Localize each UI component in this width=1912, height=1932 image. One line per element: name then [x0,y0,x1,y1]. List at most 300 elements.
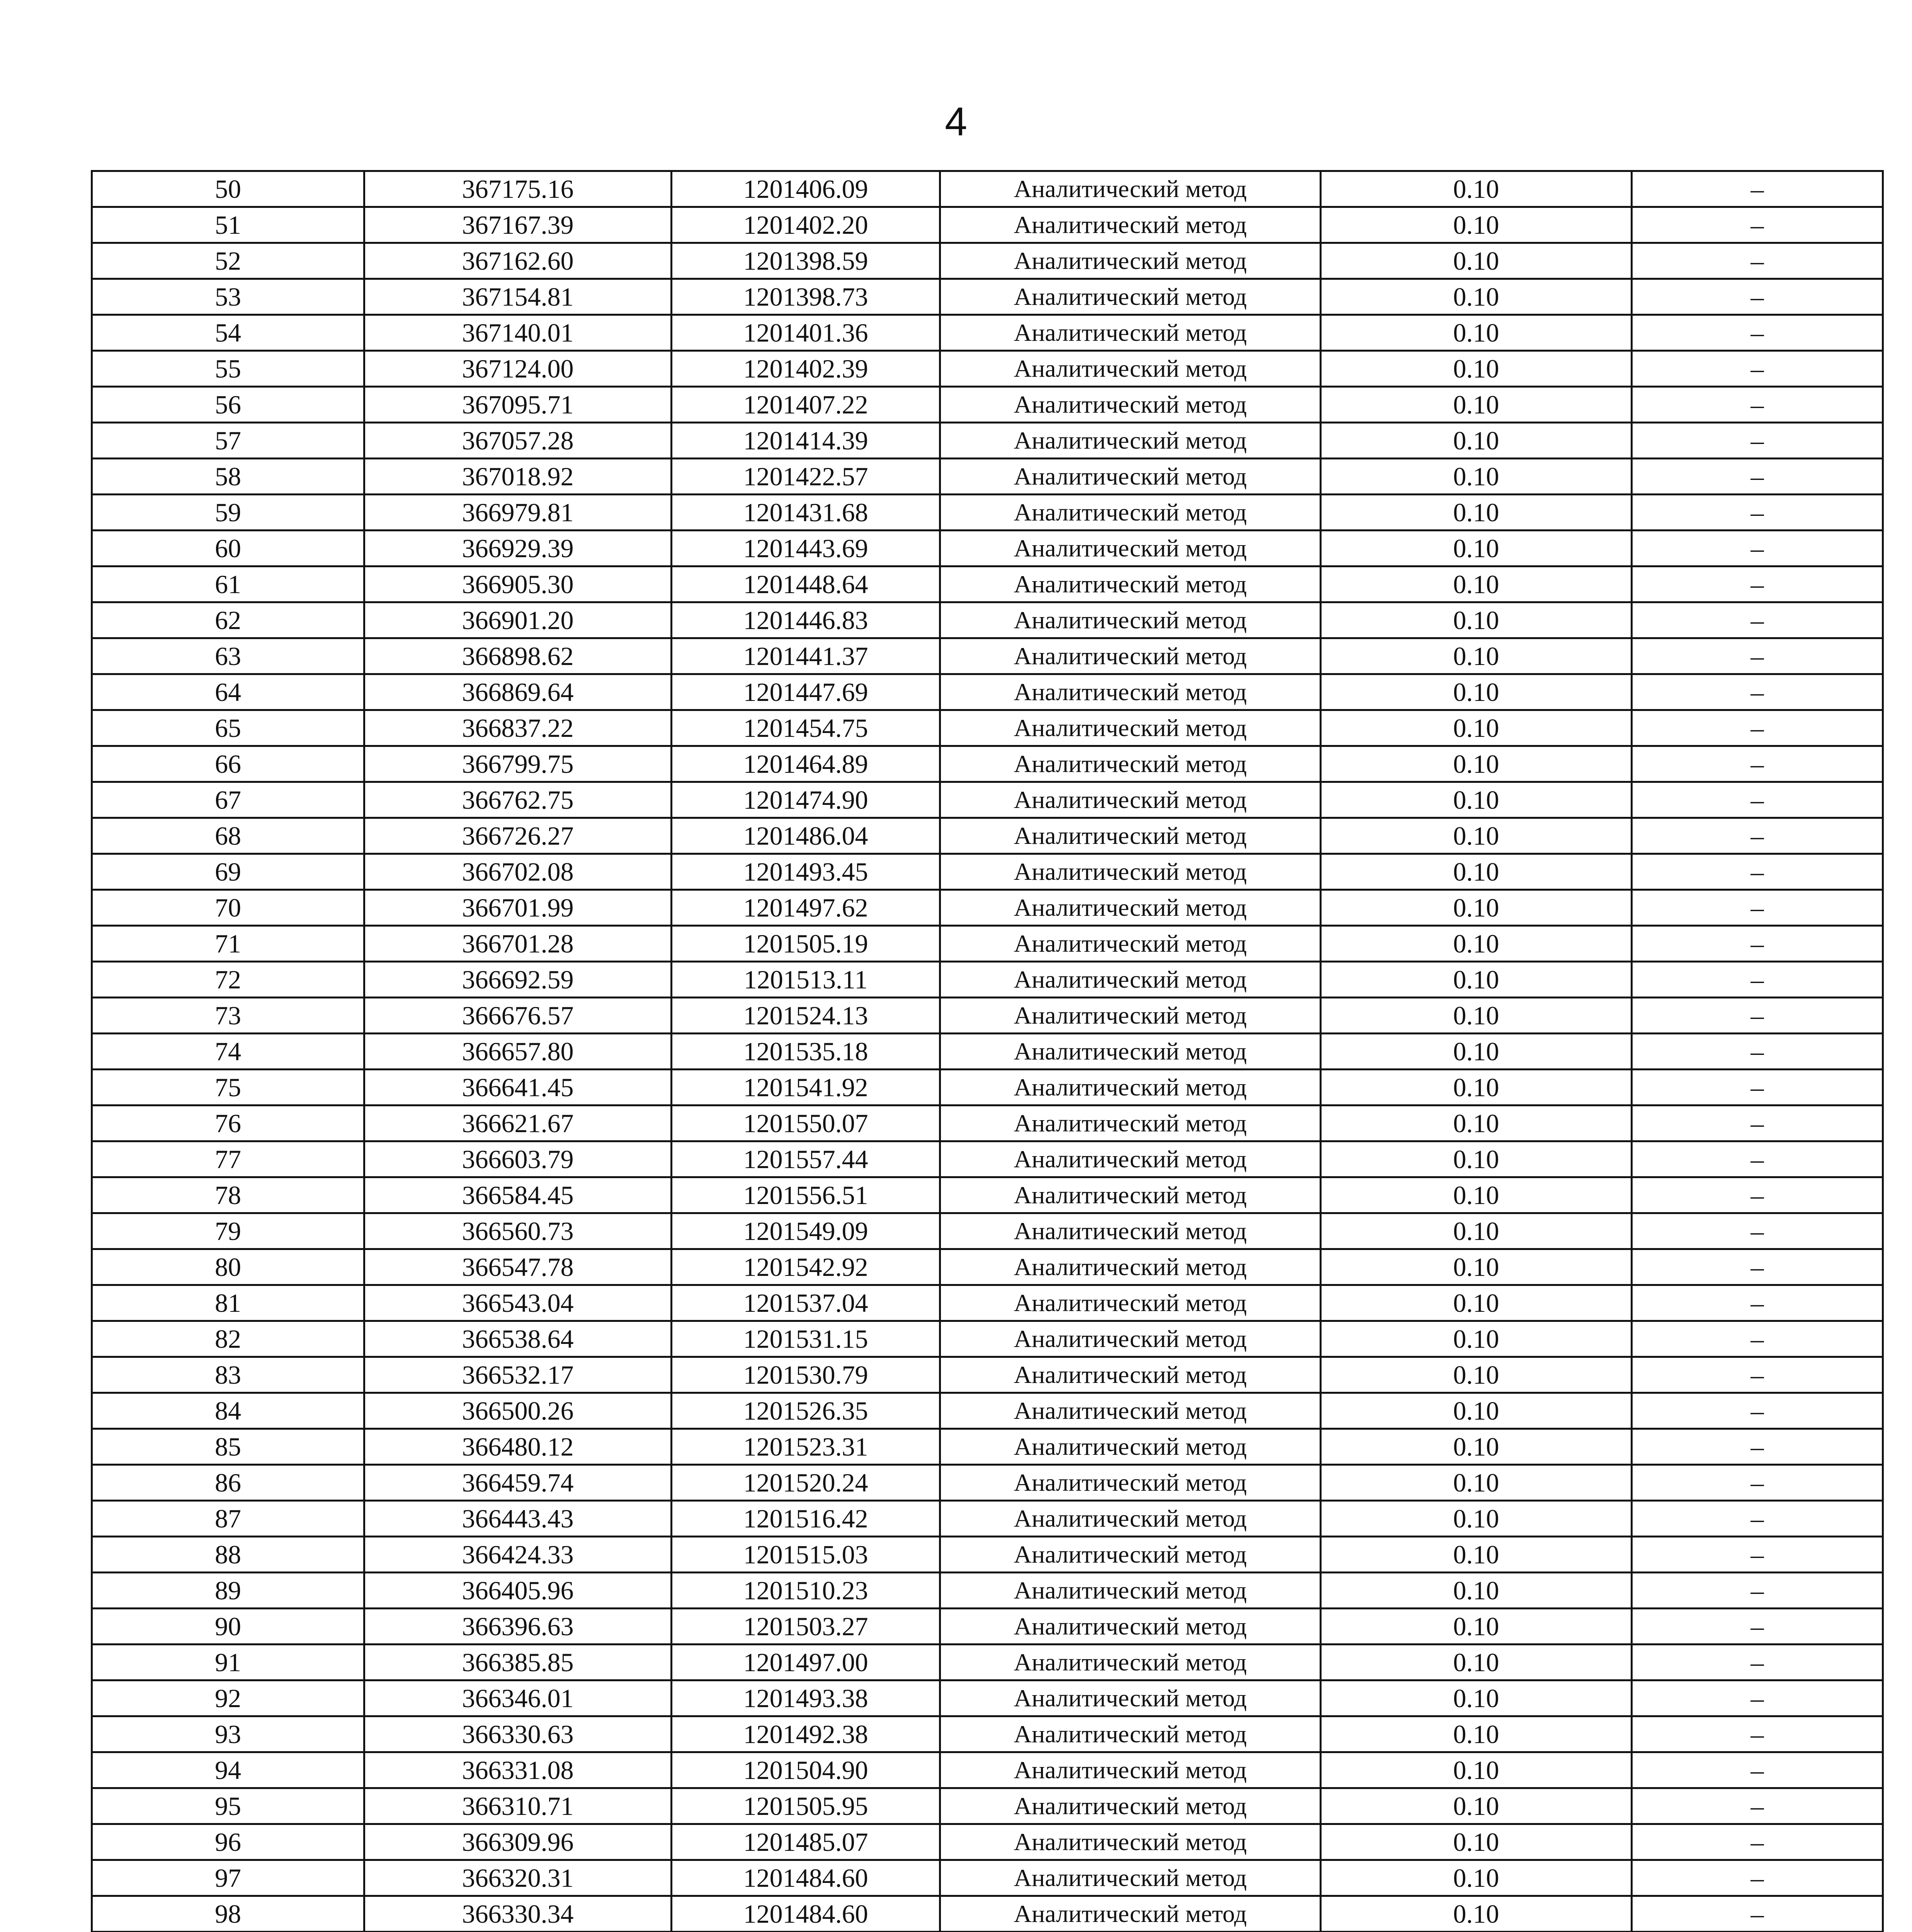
point-number-cell: 74 [92,1034,364,1070]
point-number-cell: 93 [92,1716,364,1752]
note-cell: – [1632,1177,1883,1213]
x-coordinate-cell: 366702.08 [364,854,672,890]
table-row [92,674,1883,710]
note-cell: – [1632,1573,1883,1609]
y-coordinate-cell: 1201520.24 [672,1465,940,1501]
method-cell: Аналитический метод [940,962,1321,998]
note-cell: – [1632,1501,1883,1537]
y-coordinate-cell: 1201486.04 [672,818,940,854]
table-row [92,207,1883,243]
precision-cell: 0.10 [1321,1321,1632,1357]
point-number-cell: 62 [92,602,364,638]
method-cell: Аналитический метод [940,1537,1321,1573]
x-coordinate-cell: 366309.96 [364,1824,672,1860]
note-cell: – [1632,602,1883,638]
x-coordinate-cell: 366543.04 [364,1285,672,1321]
note-cell: – [1632,1105,1883,1141]
y-coordinate-cell: 1201398.59 [672,243,940,279]
note-cell: – [1632,351,1883,387]
point-number-cell: 87 [92,1501,364,1537]
method-cell: Аналитический метод [940,423,1321,459]
precision-cell: 0.10 [1321,459,1632,495]
method-cell: Аналитический метод [940,566,1321,602]
note-cell: – [1632,1034,1883,1070]
note-cell: – [1632,566,1883,602]
precision-cell: 0.10 [1321,423,1632,459]
method-cell: Аналитический метод [940,531,1321,566]
page-number: 4 [945,99,967,144]
precision-cell: 0.10 [1321,1896,1632,1932]
note-cell: – [1632,387,1883,423]
precision-cell: 0.10 [1321,566,1632,602]
note-cell: – [1632,207,1883,243]
method-cell: Аналитический метод [940,387,1321,423]
method-cell: Аналитический метод [940,1860,1321,1896]
point-number-cell: 68 [92,818,364,854]
precision-cell: 0.10 [1321,531,1632,566]
y-coordinate-cell: 1201402.20 [672,207,940,243]
y-coordinate-cell: 1201398.73 [672,279,940,315]
point-number-cell: 70 [92,890,364,926]
table-row [92,1716,1883,1752]
precision-cell: 0.10 [1321,818,1632,854]
precision-cell: 0.10 [1321,602,1632,638]
point-number-cell: 69 [92,854,364,890]
y-coordinate-cell: 1201497.62 [672,890,940,926]
y-coordinate-cell: 1201541.92 [672,1070,940,1105]
table-row [92,531,1883,566]
x-coordinate-cell: 366837.22 [364,710,672,746]
method-cell: Аналитический метод [940,459,1321,495]
note-cell: – [1632,1321,1883,1357]
x-coordinate-cell: 366584.45 [364,1177,672,1213]
x-coordinate-cell: 367095.71 [364,387,672,423]
x-coordinate-cell: 366320.31 [364,1860,672,1896]
precision-cell: 0.10 [1321,710,1632,746]
method-cell: Аналитический метод [940,315,1321,351]
precision-cell: 0.10 [1321,1609,1632,1645]
method-cell: Аналитический метод [940,998,1321,1034]
precision-cell: 0.10 [1321,1141,1632,1177]
note-cell: – [1632,1213,1883,1249]
y-coordinate-cell: 1201515.03 [672,1537,940,1573]
point-number-cell: 56 [92,387,364,423]
precision-cell: 0.10 [1321,1213,1632,1249]
x-coordinate-cell: 366901.20 [364,602,672,638]
table-row [92,1213,1883,1249]
x-coordinate-cell: 366500.26 [364,1393,672,1429]
x-coordinate-cell: 366310.71 [364,1788,672,1824]
method-cell: Аналитический метод [940,279,1321,315]
table-row [92,423,1883,459]
y-coordinate-cell: 1201531.15 [672,1321,940,1357]
y-coordinate-cell: 1201443.69 [672,531,940,566]
note-cell: – [1632,1824,1883,1860]
method-cell: Аналитический метод [940,1177,1321,1213]
x-coordinate-cell: 366762.75 [364,782,672,818]
note-cell: – [1632,962,1883,998]
point-number-cell: 53 [92,279,364,315]
method-cell: Аналитический метод [940,854,1321,890]
table-row [92,638,1883,674]
table-row [92,746,1883,782]
x-coordinate-cell: 366979.81 [364,495,672,531]
table-row [92,602,1883,638]
point-number-cell: 52 [92,243,364,279]
method-cell: Аналитический метод [940,1105,1321,1141]
x-coordinate-cell: 366480.12 [364,1429,672,1465]
point-number-cell: 97 [92,1860,364,1896]
y-coordinate-cell: 1201549.09 [672,1213,940,1249]
y-coordinate-cell: 1201448.64 [672,566,940,602]
precision-cell: 0.10 [1321,1860,1632,1896]
method-cell: Аналитический метод [940,1680,1321,1716]
note-cell: – [1632,1393,1883,1429]
table-row [92,1752,1883,1788]
method-cell: Аналитический метод [940,1788,1321,1824]
x-coordinate-cell: 366459.74 [364,1465,672,1501]
x-coordinate-cell: 366701.28 [364,926,672,962]
x-coordinate-cell: 366701.99 [364,890,672,926]
table-row [92,926,1883,962]
x-coordinate-cell: 366692.59 [364,962,672,998]
x-coordinate-cell: 366532.17 [364,1357,672,1393]
precision-cell: 0.10 [1321,1285,1632,1321]
precision-cell: 0.10 [1321,1429,1632,1465]
note-cell: – [1632,674,1883,710]
y-coordinate-cell: 1201505.95 [672,1788,940,1824]
precision-cell: 0.10 [1321,746,1632,782]
y-coordinate-cell: 1201431.68 [672,495,940,531]
method-cell: Аналитический метод [940,171,1321,207]
point-number-cell: 63 [92,638,364,674]
y-coordinate-cell: 1201535.18 [672,1034,940,1070]
point-number-cell: 85 [92,1429,364,1465]
precision-cell: 0.10 [1321,890,1632,926]
table-row [92,351,1883,387]
point-number-cell: 91 [92,1645,364,1680]
note-cell: – [1632,782,1883,818]
table-row [92,1609,1883,1645]
note-cell: – [1632,926,1883,962]
y-coordinate-cell: 1201524.13 [672,998,940,1034]
method-cell: Аналитический метод [940,495,1321,531]
table-row [92,495,1883,531]
note-cell: – [1632,1429,1883,1465]
table-row [92,1249,1883,1285]
y-coordinate-cell: 1201492.38 [672,1716,940,1752]
precision-cell: 0.10 [1321,998,1632,1034]
table-row [92,243,1883,279]
y-coordinate-cell: 1201454.75 [672,710,940,746]
table-row [92,387,1883,423]
x-coordinate-cell: 366405.96 [364,1573,672,1609]
precision-cell: 0.10 [1321,1249,1632,1285]
method-cell: Аналитический метод [940,1357,1321,1393]
point-number-cell: 57 [92,423,364,459]
table-row [92,459,1883,495]
table-row [92,1141,1883,1177]
table-row [92,566,1883,602]
y-coordinate-cell: 1201446.83 [672,602,940,638]
point-number-cell: 92 [92,1680,364,1716]
point-number-cell: 66 [92,746,364,782]
y-coordinate-cell: 1201516.42 [672,1501,940,1537]
point-number-cell: 88 [92,1537,364,1573]
table-row [92,315,1883,351]
precision-cell: 0.10 [1321,243,1632,279]
note-cell: – [1632,171,1883,207]
precision-cell: 0.10 [1321,1537,1632,1573]
precision-cell: 0.10 [1321,1716,1632,1752]
method-cell: Аналитический метод [940,207,1321,243]
x-coordinate-cell: 366396.63 [364,1609,672,1645]
precision-cell: 0.10 [1321,1788,1632,1824]
precision-cell: 0.10 [1321,351,1632,387]
table-row [92,1465,1883,1501]
y-coordinate-cell: 1201474.90 [672,782,940,818]
note-cell: – [1632,638,1883,674]
x-coordinate-cell: 366547.78 [364,1249,672,1285]
y-coordinate-cell: 1201542.92 [672,1249,940,1285]
table-row [92,171,1883,207]
x-coordinate-cell: 366560.73 [364,1213,672,1249]
point-number-cell: 54 [92,315,364,351]
y-coordinate-cell: 1201414.39 [672,423,940,459]
method-cell: Аналитический метод [940,746,1321,782]
method-cell: Аналитический метод [940,1573,1321,1609]
method-cell: Аналитический метод [940,638,1321,674]
precision-cell: 0.10 [1321,387,1632,423]
y-coordinate-cell: 1201523.31 [672,1429,940,1465]
y-coordinate-cell: 1201401.36 [672,315,940,351]
method-cell: Аналитический метод [940,818,1321,854]
point-number-cell: 95 [92,1788,364,1824]
table-row [92,1393,1883,1429]
note-cell: – [1632,495,1883,531]
point-number-cell: 86 [92,1465,364,1501]
note-cell: – [1632,854,1883,890]
y-coordinate-cell: 1201530.79 [672,1357,940,1393]
precision-cell: 0.10 [1321,171,1632,207]
x-coordinate-cell: 366603.79 [364,1141,672,1177]
y-coordinate-cell: 1201485.07 [672,1824,940,1860]
y-coordinate-cell: 1201484.60 [672,1896,940,1932]
y-coordinate-cell: 1201493.38 [672,1680,940,1716]
note-cell: – [1632,998,1883,1034]
x-coordinate-cell: 366538.64 [364,1321,672,1357]
point-number-cell: 65 [92,710,364,746]
note-cell: – [1632,890,1883,926]
point-number-cell: 61 [92,566,364,602]
table-row [92,1034,1883,1070]
note-cell: – [1632,1752,1883,1788]
y-coordinate-cell: 1201505.19 [672,926,940,962]
method-cell: Аналитический метод [940,243,1321,279]
point-number-cell: 89 [92,1573,364,1609]
note-cell: – [1632,1249,1883,1285]
y-coordinate-cell: 1201493.45 [672,854,940,890]
precision-cell: 0.10 [1321,1105,1632,1141]
point-number-cell: 90 [92,1609,364,1645]
precision-cell: 0.10 [1321,1501,1632,1537]
x-coordinate-cell: 367140.01 [364,315,672,351]
note-cell: – [1632,1609,1883,1645]
y-coordinate-cell: 1201503.27 [672,1609,940,1645]
x-coordinate-cell: 366385.85 [364,1645,672,1680]
precision-cell: 0.10 [1321,1393,1632,1429]
point-number-cell: 73 [92,998,364,1034]
point-number-cell: 55 [92,351,364,387]
method-cell: Аналитический метод [940,1824,1321,1860]
point-number-cell: 51 [92,207,364,243]
precision-cell: 0.10 [1321,1752,1632,1788]
precision-cell: 0.10 [1321,962,1632,998]
note-cell: – [1632,1716,1883,1752]
x-coordinate-cell: 366424.33 [364,1537,672,1573]
y-coordinate-cell: 1201550.07 [672,1105,940,1141]
table-row [92,782,1883,818]
y-coordinate-cell: 1201441.37 [672,638,940,674]
y-coordinate-cell: 1201497.00 [672,1645,940,1680]
note-cell: – [1632,279,1883,315]
method-cell: Аналитический метод [940,1609,1321,1645]
point-number-cell: 81 [92,1285,364,1321]
precision-cell: 0.10 [1321,1465,1632,1501]
table-row [92,1896,1883,1932]
x-coordinate-cell: 367057.28 [364,423,672,459]
point-number-cell: 84 [92,1393,364,1429]
point-number-cell: 64 [92,674,364,710]
table-row [92,1285,1883,1321]
note-cell: – [1632,1141,1883,1177]
x-coordinate-cell: 367018.92 [364,459,672,495]
point-number-cell: 96 [92,1824,364,1860]
table-row [92,818,1883,854]
precision-cell: 0.10 [1321,782,1632,818]
method-cell: Аналитический метод [940,1645,1321,1680]
point-number-cell: 72 [92,962,364,998]
precision-cell: 0.10 [1321,1824,1632,1860]
point-number-cell: 79 [92,1213,364,1249]
table-row [92,1680,1883,1716]
point-number-cell: 50 [92,171,364,207]
note-cell: – [1632,1680,1883,1716]
x-coordinate-cell: 366799.75 [364,746,672,782]
method-cell: Аналитический метод [940,351,1321,387]
note-cell: – [1632,1788,1883,1824]
note-cell: – [1632,459,1883,495]
table-row [92,1429,1883,1465]
x-coordinate-cell: 366676.57 [364,998,672,1034]
y-coordinate-cell: 1201484.60 [672,1860,940,1896]
table-row [92,1645,1883,1680]
precision-cell: 0.10 [1321,674,1632,710]
method-cell: Аналитический метод [940,782,1321,818]
x-coordinate-cell: 366621.67 [364,1105,672,1141]
x-coordinate-cell: 366905.30 [364,566,672,602]
point-number-cell: 98 [92,1896,364,1932]
y-coordinate-cell: 1201407.22 [672,387,940,423]
table-row [92,998,1883,1034]
table-row [92,1860,1883,1896]
x-coordinate-cell: 366657.80 [364,1034,672,1070]
table-row [92,1824,1883,1860]
note-cell: – [1632,746,1883,782]
y-coordinate-cell: 1201504.90 [672,1752,940,1788]
table-row [92,279,1883,315]
method-cell: Аналитический метод [940,1321,1321,1357]
note-cell: – [1632,1285,1883,1321]
precision-cell: 0.10 [1321,854,1632,890]
x-coordinate-cell: 367124.00 [364,351,672,387]
point-number-cell: 60 [92,531,364,566]
method-cell: Аналитический метод [940,1465,1321,1501]
table-row [92,1105,1883,1141]
method-cell: Аналитический метод [940,1716,1321,1752]
point-number-cell: 71 [92,926,364,962]
x-coordinate-cell: 367154.81 [364,279,672,315]
coordinates-table [91,170,1884,1932]
note-cell: – [1632,531,1883,566]
point-number-cell: 76 [92,1105,364,1141]
method-cell: Аналитический метод [940,926,1321,962]
point-number-cell: 77 [92,1141,364,1177]
x-coordinate-cell: 366898.62 [364,638,672,674]
precision-cell: 0.10 [1321,926,1632,962]
note-cell: – [1632,1357,1883,1393]
note-cell: – [1632,315,1883,351]
x-coordinate-cell: 366443.43 [364,1501,672,1537]
method-cell: Аналитический метод [940,1896,1321,1932]
precision-cell: 0.10 [1321,1645,1632,1680]
y-coordinate-cell: 1201513.11 [672,962,940,998]
method-cell: Аналитический метод [940,1752,1321,1788]
point-number-cell: 58 [92,459,364,495]
table-row [92,962,1883,998]
note-cell: – [1632,818,1883,854]
precision-cell: 0.10 [1321,1357,1632,1393]
table-row [92,1501,1883,1537]
precision-cell: 0.10 [1321,279,1632,315]
table-row [92,890,1883,926]
x-coordinate-cell: 366330.63 [364,1716,672,1752]
point-number-cell: 75 [92,1070,364,1105]
x-coordinate-cell: 366330.34 [364,1896,672,1932]
x-coordinate-cell: 367175.16 [364,171,672,207]
method-cell: Аналитический метод [940,890,1321,926]
precision-cell: 0.10 [1321,1177,1632,1213]
y-coordinate-cell: 1201447.69 [672,674,940,710]
coordinates-table-body [92,171,1883,1932]
precision-cell: 0.10 [1321,1034,1632,1070]
note-cell: – [1632,1465,1883,1501]
y-coordinate-cell: 1201402.39 [672,351,940,387]
y-coordinate-cell: 1201526.35 [672,1393,940,1429]
note-cell: – [1632,1070,1883,1105]
note-cell: – [1632,423,1883,459]
method-cell: Аналитический метод [940,1285,1321,1321]
table-row [92,1788,1883,1824]
y-coordinate-cell: 1201406.09 [672,171,940,207]
precision-cell: 0.10 [1321,207,1632,243]
x-coordinate-cell: 366869.64 [364,674,672,710]
table-row [92,1070,1883,1105]
point-number-cell: 94 [92,1752,364,1788]
x-coordinate-cell: 366929.39 [364,531,672,566]
x-coordinate-cell: 366726.27 [364,818,672,854]
table-row [92,710,1883,746]
